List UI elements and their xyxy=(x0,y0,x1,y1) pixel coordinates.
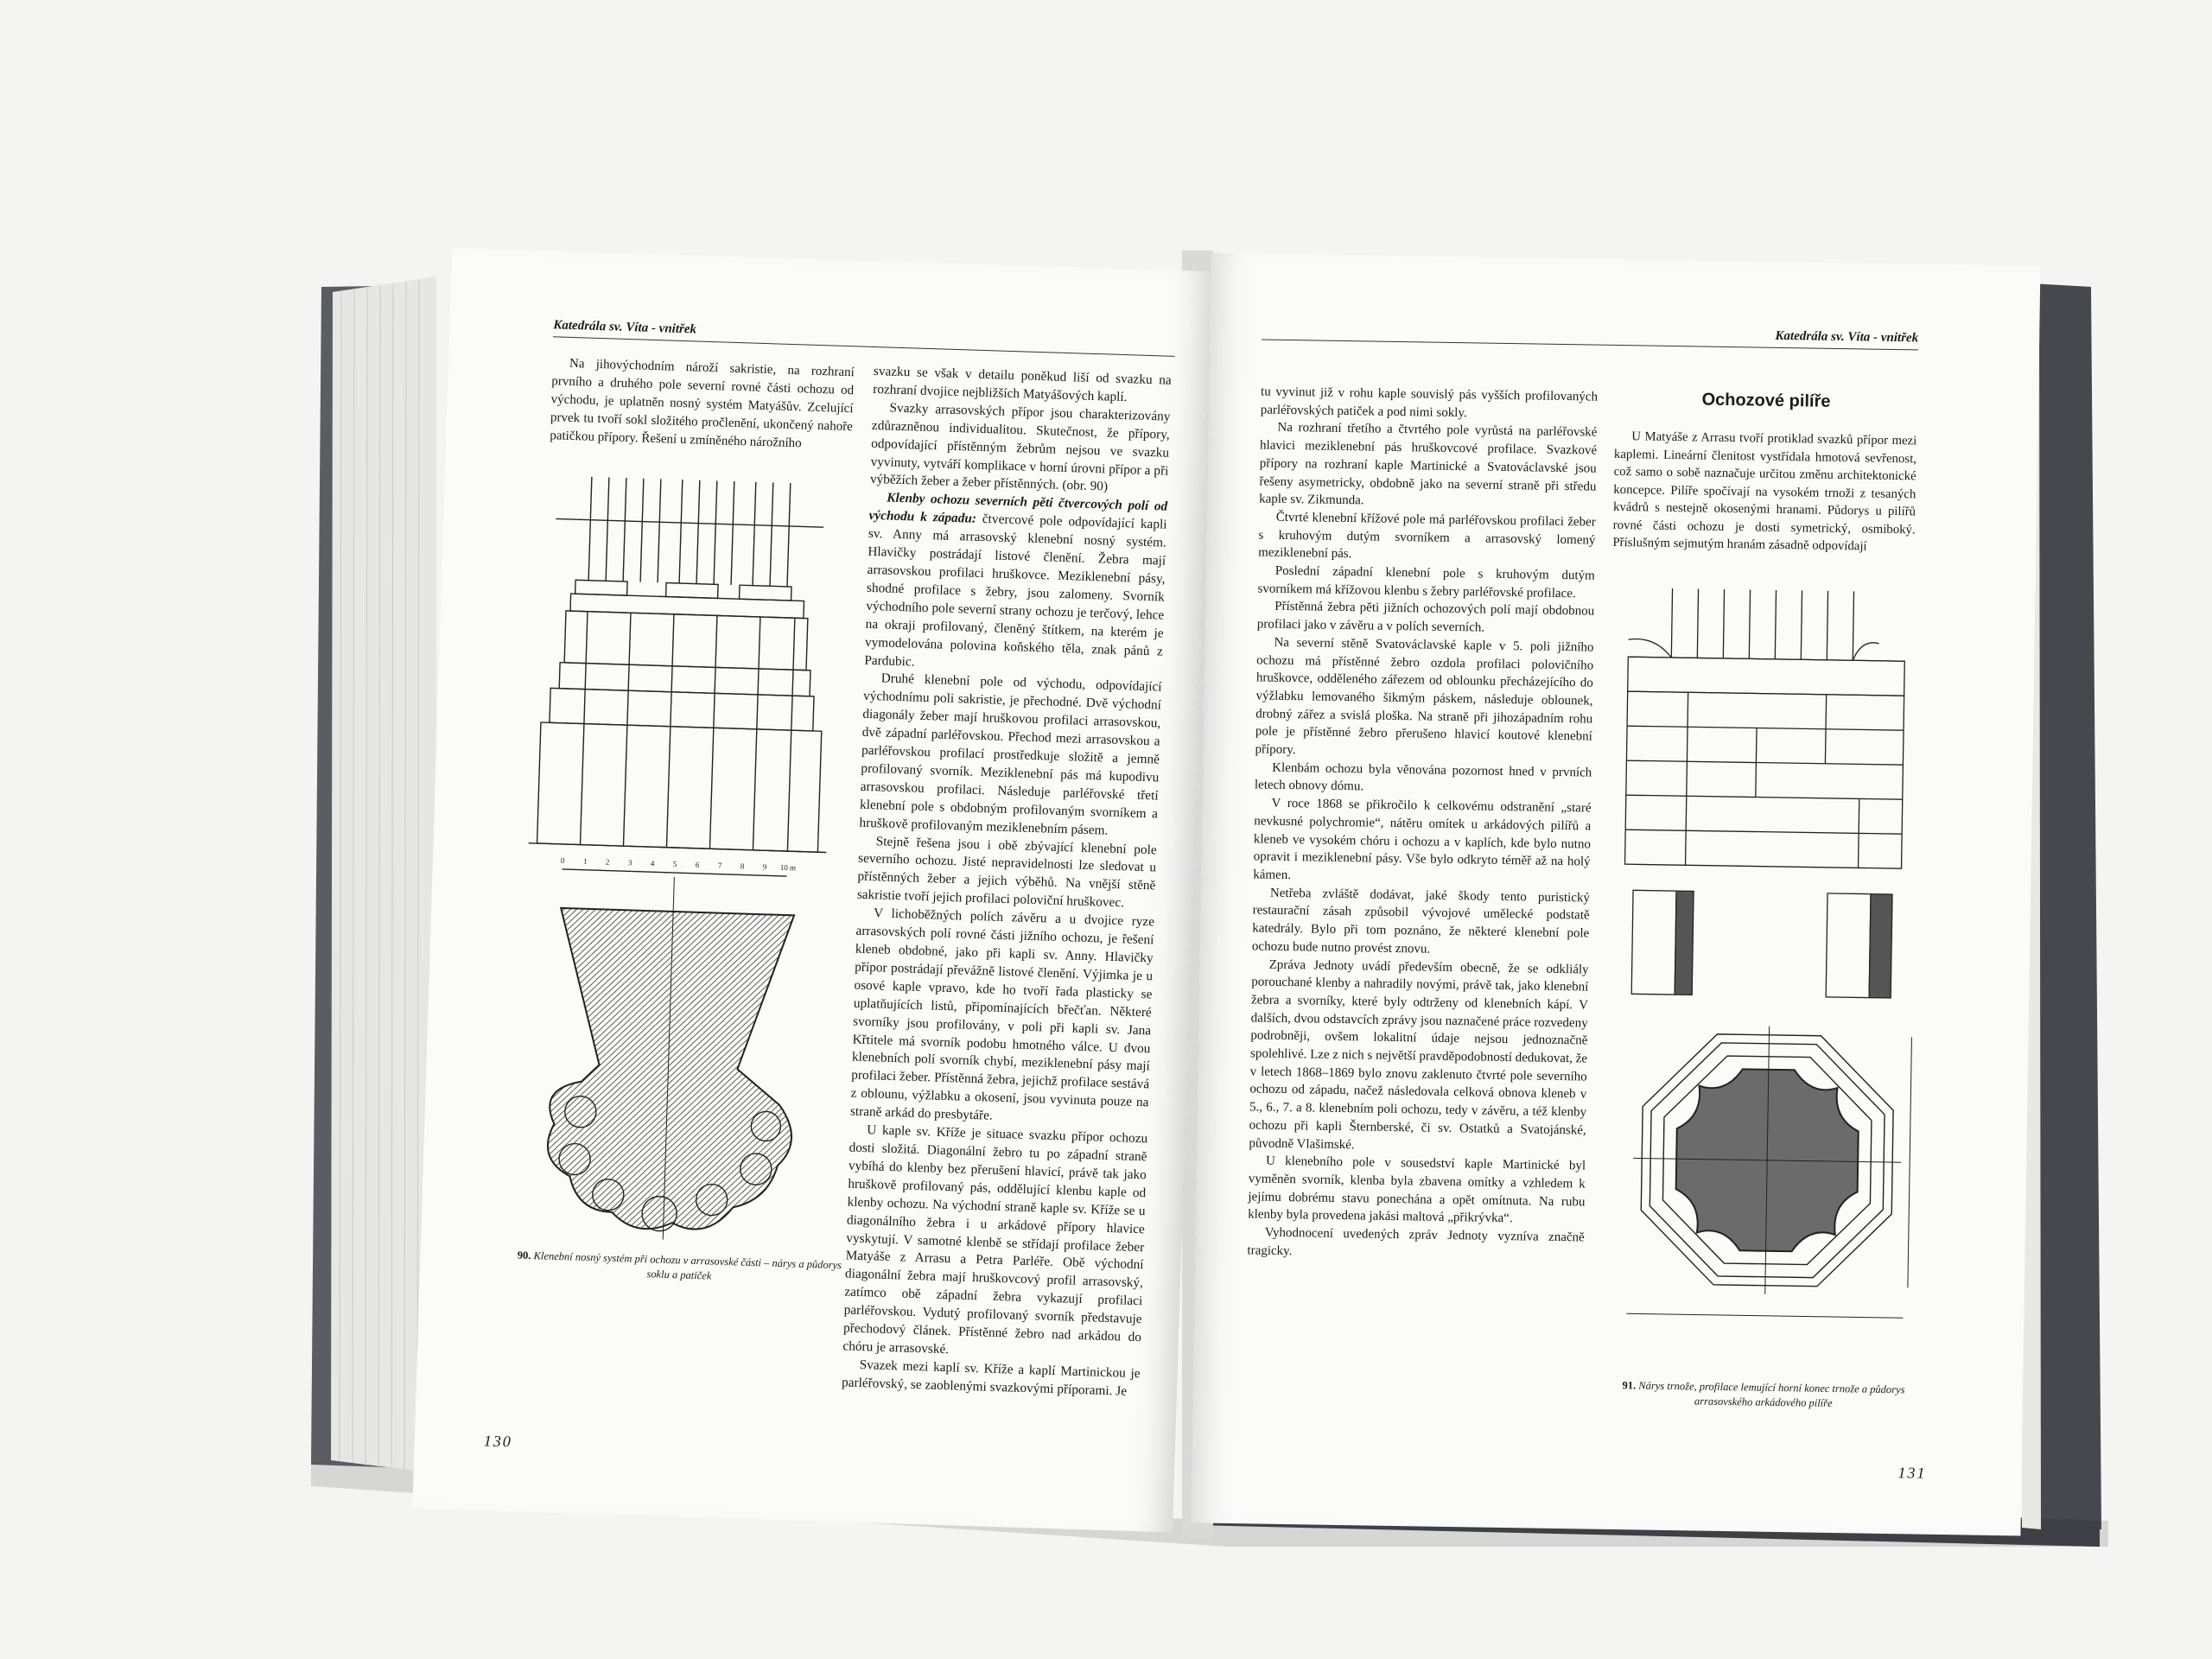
paragraph: U kaple sv. Kříže je situace svazku přípor ochozu dosti složitá. Diagonální žebro tu po západní straně vybíhá do klenby bez přerušení hlavicí, právě tak jako hruškově profilovaný pás, oddělující klenbu kaple od klenby ochozu. Na východní straně kaple sv. Kříže se u diagonálního žebra i u arkádové přípory hlavice vyskytují. V samotné klenbě se střídají profilace žeber Matyáše z Arrasu a Petra Parléře. Obě východní diagonální žebra mají hruškovcový profil arrasovský, zatímco obě západní žebra vykazují profilaci parléřovskou. Vydutý profilovaný svorník představuje přechodový článek. Přístěnné žebro nad arkádou do chóru je arrasovské. xyxy=(842,1122,1148,1357)
paragraph: Poslední západní klenební pole s kruhovým dutým svorníkem má křížovou klenbu s žebry parléřovské profilace. xyxy=(1257,563,1595,601)
paragraph: tu vyvinut již v rohu kaple souvislý pás vyšších profilovaných parléřovských patiček a pod nimi sokly. xyxy=(1260,385,1599,420)
caption-text: Nárys trnože, profilace lemující horní konec trnože a půdorys arrasovského arkádového pilíře xyxy=(1638,1379,1905,1410)
paragraph: Přístěnná žebra pěti jižních ochozových polí mají obdobnou profilaci jako v závěru a v polích severních. xyxy=(1256,600,1595,635)
figure-caption xyxy=(515,1248,844,1287)
paragraph: V roce 1868 se přikročilo k celkovému odstranění „staré nevkusné polychromie“, nátěru omítek u arkádových pilířů a kleneb ve vysokém chóru i ochozu a v kaplích, kde bylo nutno opravit i meziklenební pásy. Vše bylo odkryto téměř až na holý kámen. xyxy=(1253,796,1592,883)
scale-label: 8 xyxy=(740,861,745,871)
paragraph: Netřeba zvláště dodávat, jaké škody tento puristický restaurační zásah způsobil vývojové umělecké podstatě katedrály. Bylo při tom poznáno, že některé klenební pole ochozu bude nutno provést znovu. xyxy=(1251,886,1591,957)
left-column-1 xyxy=(550,354,855,454)
paragraph: svazku se však v detailu poněkud liší od svazku na rozhraní dvojice nejbližších Matyášových kaplí. xyxy=(872,363,1172,405)
paragraph xyxy=(864,489,1167,679)
figure-91 xyxy=(1608,588,1931,1410)
right-page xyxy=(1192,253,2041,1536)
scale-label: 5 xyxy=(672,859,677,869)
pier-elevation-drawing xyxy=(516,475,868,1246)
section-title: Ochozové pilíře xyxy=(1701,390,1831,411)
page-number-left: 130 xyxy=(483,1432,513,1451)
scale-label: 0 xyxy=(560,855,565,865)
paragraph: V lichoběžných polích závěru a u dvojice ryze arrasovských polí rovné části jižního ochozu, je řešení kleneb obdobné, jako při kapli sv. Anny. Hlavičky přípor postrádají převážně listové členění. Výjimka je u osové kaple vpravo, kde ho tvoří řada plasticky se uplatňujících listů, připomínajících břečťan. Některé svorníky jsou profilovány, v poli při kapli sv. Jana Křtitele má svorník podobu hmotného válce. U dvou klenebních polí svorník chybí, meziklenební pásy mají profilaci žeber. Přístěnná žebra, jejichž profilace sestává z oblounu, výžlabku a okosení, jsou vyvinuta pouze na straně arkád do presbytáře. xyxy=(849,906,1155,1123)
figure-number: 90. xyxy=(517,1249,531,1262)
figure-90 xyxy=(516,475,868,1282)
paragraph: Na rozhraní třetího a čtvrtého pole vyrůstá na parléřovské hlavici meziklenební pás hruškovcové profilace. Svazkové přípory na rozhraní kaple Martinické a Svatováclavské jsou řešeny asymetricky, obdobně jako na severní straně při středu kaple sv. Zikmunda. xyxy=(1259,421,1598,508)
figure-number: 91. xyxy=(1622,1379,1637,1392)
right-column-2 xyxy=(1612,428,1916,556)
scale-label: 1 xyxy=(582,856,588,866)
paragraph: U Matyáše z Arrasu tvoří protiklad svazků přípor mezi kaplemi. Lineární členitost vystřídala hmotová sevřenost, což samo o sobě naznačuje určitou změnu architektonické koncepce. Pilíře spočívají na vysokém trnoži z tesaných kvádrů s nestejně okosenými hranami. Půdorys u pilířů rovné části ochozu je dosti symetrický, osmiboký. Příslušným sejmutým hranám zásadně odpovídají xyxy=(1612,429,1917,554)
running-head-right: Katedrála sv. Víta - vnitřek xyxy=(1262,321,1918,350)
paragraph: Svazek mezi kaplí sv. Kříže a kaplí Martinickou je parléřovský, se zaoblenými svazkovými příporami. Je xyxy=(841,1357,1141,1399)
scale-label: 6 xyxy=(695,860,700,869)
paragraph-text: čtvercové pole odpovídající kapli sv. Anny má arrasovský klenební nosný systém. Hlavičky postrádají listové členění. Žebra mají arrasovskou profilaci hruškovce. Meziklenební pásy, shodné profilace s žebry, jsou zalomeny. Svorník východního pole severní strany ochozu je terčový, lehce na okraji profilovaný, členěný štítkem, na kterém je vymodelována polovina koňského těla, znak pánů z Pardubic. xyxy=(864,512,1167,670)
paragraph-lead: Klenby ochozu severních pěti čtvercových polí od východu k západu: xyxy=(868,490,1168,527)
right-column-1 xyxy=(1247,383,1598,1264)
paragraph: Klenbám ochozu byla věnována pozornost hned v prvních letech obnovy dómu. xyxy=(1254,760,1592,794)
caption-text: Klenební nosný systém při ochozu v arrasovské části – nárys a půdorys soklu a patiček xyxy=(533,1249,842,1282)
paragraph: Svazky arrasovských přípor jsou charakterizovány zdůrazněnou individualitou. Skutečnost, že přípory, odpovídající přístěnným žebrům nejsou ve svazku vyvinuty, vytváří komplikace v horní úrovni přípor a při výběžích žeber a žeber přístěnných. (obr. 90) xyxy=(869,400,1171,494)
running-head-left: Katedrála sv. Víta - vnitřek xyxy=(553,318,1175,357)
paragraph: Na jihovýchodním nároží sakristie, na rozhraní prvního a druhého pole severní rovné části ochozu od východu, je uplatněn nosný systém Matyášův. Zcelující prvek tu tvoří sokl složitého pročlenění, ukončený nahoře patičkou přípory. Řešení u zmíněného nárožního xyxy=(550,356,855,451)
paragraph: Vyhodnocení uvedených zpráv Jednoty vyzníva značně tragicky. xyxy=(1247,1225,1585,1258)
scale-label: 2 xyxy=(605,857,610,867)
figure-caption xyxy=(1608,1378,1919,1413)
paragraph: U klenebního pole v sousedství kaple Martinické byl vyměněn svorník, klenba byla zbavena omítky a vzhledem k jejímu dobrému stavu ponechána a opět omítnuta. Na rubu klenby byla provedena jakási maltová „přikrývka“. xyxy=(1247,1154,1586,1226)
left-page xyxy=(412,248,1211,1533)
paragraph: Čtvrté klenební křížové pole má parléřovskou profilaci žeber s kruhovým dutým svorníkem a arrasovský lomený meziklenební pás. xyxy=(1258,510,1596,562)
scale-label: 10 m xyxy=(779,862,797,873)
scale-label: 4 xyxy=(650,859,655,868)
left-column-2 xyxy=(842,363,1172,1402)
pillar-plan-drawing xyxy=(1608,588,1931,1370)
scale-label: 9 xyxy=(762,862,767,872)
paragraph: Zpráva Jednoty uvádí především obecně, že se odkliály porouchané klenby a nahradily novými, právě tak, jako klenební žebra a svorníky, které byly odtrženy od klenebních kápí. V dalších, dvou odstavcích zprávy jsou naznačené práce rozvedeny podrobněji, ovšem lokalitní údaje nejsou jednoznačně spolehlivé. Lze z nich s největší pravděpodobností dedukovat, že v letech 1868–1869 bylo znovu zaklenuto čtvrté pole severního ochozu od západu, načež následovala celková obnova kleneb v 5., 6., 7. a 8. klenebním poli ochozu, tedy v závěru, a též klenby ochozu při kapli Šternberské, či sv. Ostatků a Svatojánské, původně Vlašimské. xyxy=(1249,957,1589,1152)
page-number-right: 131 xyxy=(1897,1464,1927,1482)
paragraph: Druhé klenební pole od východu, odpovídající východnímu poli sakristie, je přechodné. Dvě východní diagonály žeber mají hruškovou profilaci arrasovskou, dvě západní parléřovskou. Přechod mezi arrasovskou a parléřovskou profilací prostředkuje složitě a jemně profilovaný svorník. Meziklenební pás má kupodivu arrasovskou profilaci. Následuje parléřovské třetí klenební pole s obdobným profilovaným svorníkem a hruškově profilovaným meziklenebním pásem. xyxy=(859,671,1162,838)
scale-label: 7 xyxy=(717,861,722,870)
paragraph: Stejně řešena jsou i obě zbývající klenební pole severního ochozu. Jisté nepravidelnosti lze sledovat u přístěnných žeber a jejich výběhů. Na vnější stěně sakristie tvoří jejich profilaci poloviční hruškovec. xyxy=(856,833,1157,911)
scale-label: 3 xyxy=(627,858,632,868)
paragraph: Na severní stěně Svatováclavské kaple v 5. poli jižního ochozu má přístěnné žebro ozdola profilaci polovičního hruškovce, odděleného zářezem od oblounku přecházejícího do výžlabku lemovaného šikmým páskem, následuje oblounek, drobný zářez a svislá ploška. Na straně při jihozápadním rohu pole je přístěnné žebro přerušeno hlavicí koutové klenební přípory. xyxy=(1255,635,1594,758)
